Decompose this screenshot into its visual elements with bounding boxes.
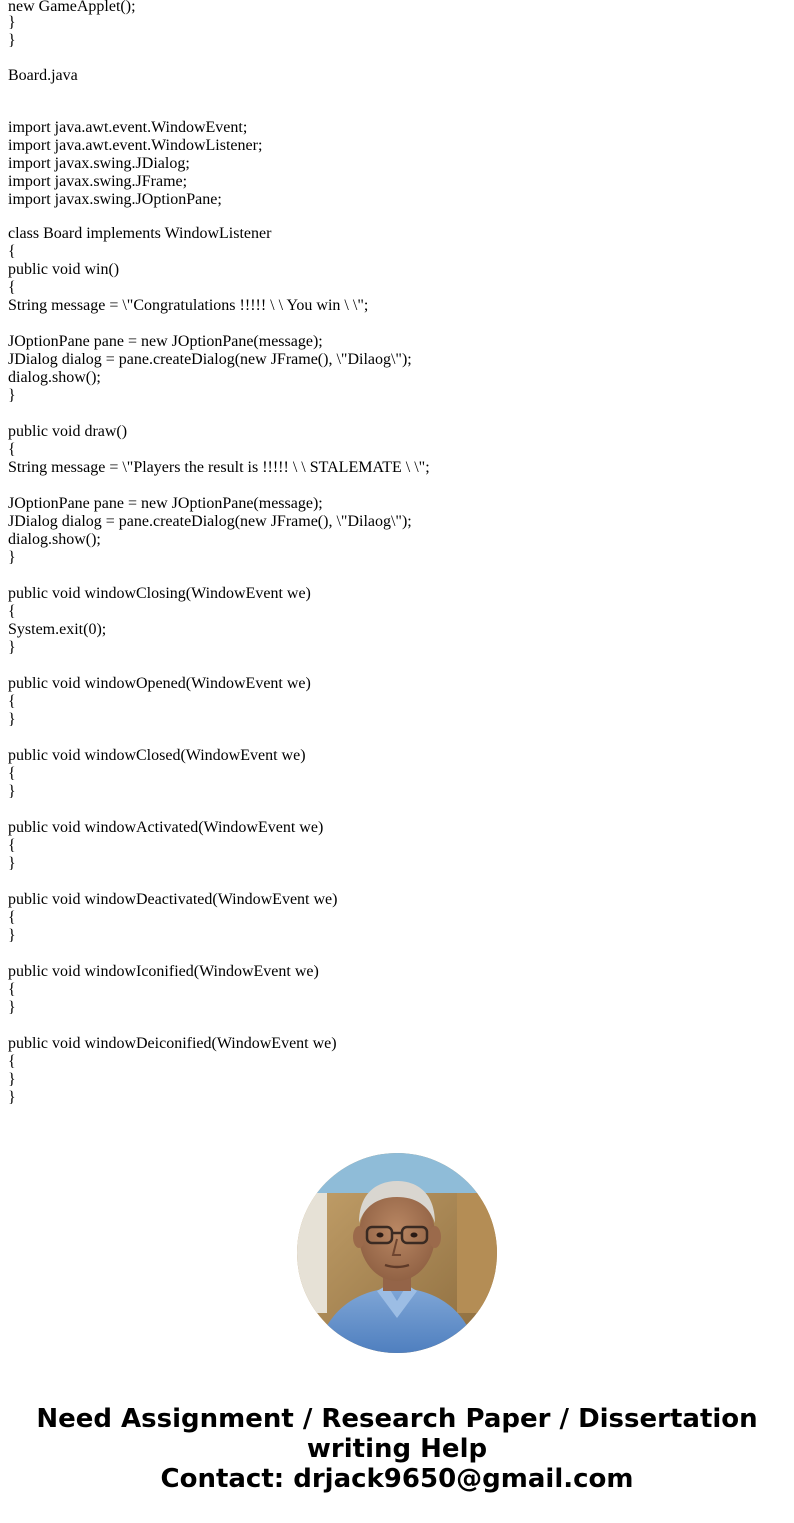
- file-heading: Board.java: [8, 67, 78, 84]
- cta-contact-line: Contact: drjack9650@gmail.com: [160, 1464, 634, 1494]
- code-line: }: [8, 639, 16, 656]
- code-line: }: [8, 783, 16, 800]
- code-line: }: [8, 855, 16, 872]
- code-line: System.exit(0);: [8, 621, 107, 638]
- code-line: {: [8, 1053, 16, 1070]
- code-line: import javax.swing.JOptionPane;: [8, 191, 222, 208]
- author-avatar: [297, 1153, 497, 1353]
- code-line: JOptionPane pane = new JOptionPane(message);: [8, 495, 323, 512]
- code-line: public void win(): [8, 261, 120, 278]
- code-line: {: [8, 279, 16, 296]
- code-line: import java.awt.event.WindowEvent;: [8, 119, 248, 136]
- code-line: class Board implements WindowListener: [8, 225, 272, 242]
- code-line: {: [8, 243, 16, 260]
- code-line: public void draw(): [8, 423, 128, 440]
- code-line: }: [8, 927, 16, 944]
- code-line: public void windowDeiconified(WindowEvent we): [8, 1035, 337, 1052]
- code-line: JOptionPane pane = new JOptionPane(message);: [8, 333, 323, 350]
- code-line: }: [8, 1089, 16, 1106]
- code-line: {: [8, 441, 16, 458]
- code-line: {: [8, 909, 16, 926]
- code-line: import javax.swing.JFrame;: [8, 173, 188, 190]
- code-line: String message = \"Congratulations !!!!! \ \ You win \ \";: [8, 297, 369, 314]
- code-line: }: [8, 32, 16, 49]
- code-line: public void windowClosed(WindowEvent we): [8, 747, 306, 764]
- code-line: public void windowDeactivated(WindowEvent we): [8, 891, 338, 908]
- code-line: dialog.show();: [8, 369, 101, 386]
- author-portrait-icon: [297, 1153, 497, 1353]
- code-line: }: [8, 999, 16, 1016]
- code-line: new GameApplet();: [8, 0, 136, 15]
- code-line: {: [8, 765, 16, 782]
- code-line: {: [8, 837, 16, 854]
- code-line: }: [8, 711, 16, 728]
- code-line: {: [8, 603, 16, 620]
- code-line: dialog.show();: [8, 531, 101, 548]
- code-line: JDialog dialog = pane.createDialog(new JFrame(), \"Dilaog\");: [8, 351, 412, 368]
- code-line: public void windowIconified(WindowEvent we): [8, 963, 319, 980]
- code-line: {: [8, 693, 16, 710]
- code-line: }: [8, 14, 16, 31]
- code-line: JDialog dialog = pane.createDialog(new JFrame(), \"Dilaog\");: [8, 513, 412, 530]
- code-line: import java.awt.event.WindowListener;: [8, 137, 263, 154]
- code-line: public void windowActivated(WindowEvent we): [8, 819, 324, 836]
- code-line: public void windowClosing(WindowEvent we): [8, 585, 311, 602]
- code-line: }: [8, 387, 16, 404]
- code-line: public void windowOpened(WindowEvent we): [8, 675, 311, 692]
- code-line: }: [8, 1071, 16, 1088]
- code-line: }: [8, 549, 16, 566]
- code-line: {: [8, 981, 16, 998]
- cta-line-2: writing Help: [306, 1434, 488, 1464]
- code-line: import javax.swing.JDialog;: [8, 155, 190, 172]
- cta-line-1: Need Assignment / Research Paper / Dissertation: [36, 1404, 758, 1434]
- code-line: String message = \"Players the result is !!!!! \ \ STALEMATE \ \";: [8, 459, 430, 476]
